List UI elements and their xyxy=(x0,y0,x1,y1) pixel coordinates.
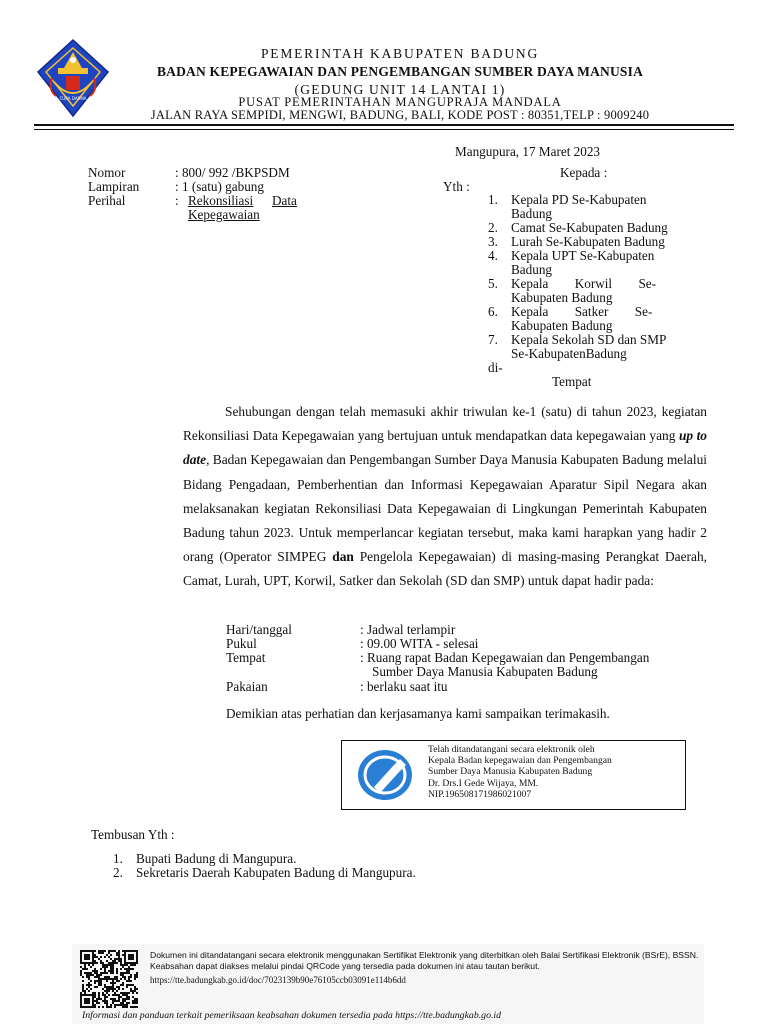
schedule-value-date: : Jadwal terlampir xyxy=(360,622,456,637)
recipient-line: Kepala PD Se-Kabupaten xyxy=(511,192,647,207)
header-line-government: PEMERINTAH KABUPATEN BADUNG xyxy=(260,46,540,61)
recipient-line: Kepala Satker Se- xyxy=(511,304,653,319)
footer-verification xyxy=(72,944,704,1024)
recipient-item xyxy=(488,305,698,333)
badung-regency-logo xyxy=(36,38,110,118)
recipient-number: 7. xyxy=(488,332,498,347)
signature-line-1: Telah ditandatangani secara elektronik oleh xyxy=(428,744,595,755)
tembusan-title: Tembusan Yth : xyxy=(91,827,175,842)
recipient-item xyxy=(488,235,698,249)
logo-motto: CURA DARMA xyxy=(59,96,87,101)
recipient-list xyxy=(488,193,698,361)
footer-notice-text: Dokumen ini ditandatangani secara elektronik menggunakan Sertifikat Elektronik yang diterbitkan oleh Balai Sertifikasi Elektronik (BSrE), BSSN. Keabsahan dapat diakses melalui pindai QRCode yang tersedia pada dokumen ini atau tautan berikut. xyxy=(150,950,699,971)
signature-line-2: Kepala Badan kepegawaian dan Pengembangan xyxy=(428,755,612,767)
tembusan-item-1: Bupati Badung di Mangupura. xyxy=(136,851,297,866)
tembusan-item-2: Sekretaris Daerah Kabupaten Badung di Mangupura. xyxy=(136,865,416,880)
recipient-line: Kepala Korwil Se- xyxy=(511,276,657,291)
recipient-item xyxy=(488,221,698,235)
recipient-number: 4. xyxy=(488,248,498,263)
di-label: di- xyxy=(488,360,503,375)
recipient-number: 6. xyxy=(488,304,498,319)
electronic-signature-box xyxy=(341,740,686,810)
recipient-line: Badung xyxy=(511,262,553,277)
kepada-label: Kepada : xyxy=(560,165,608,180)
perihal-value-word1: Rekonsiliasi xyxy=(188,193,254,208)
body-text-1: Sehubungan dengan telah memasuki akhir triwulan ke-1 (satu) di tahun 2023, kegiatan Rekonsiliasi Data Kepegawaian yang bertujuan untuk mendapatkan data kepegawaian yang xyxy=(183,404,707,444)
recipient-line: Camat Se-Kabupaten Badung xyxy=(511,220,668,235)
schedule-value-attire: : berlaku saat itu xyxy=(360,679,448,694)
recipient-line: Kepala Sekolah SD dan SMP xyxy=(511,332,667,347)
schedule-value-place-cont: Sumber Daya Manusia Kabupaten Badung xyxy=(372,664,598,679)
schedule-label-date: Hari/tanggal xyxy=(226,622,292,637)
body-bold-dan: dan xyxy=(332,549,354,565)
recipient-item xyxy=(488,249,698,277)
perihal-value-line2: Kepegawaian xyxy=(188,207,260,222)
schedule-label-place: Tempat xyxy=(226,650,266,665)
recipient-line: Kepala UPT Se-Kabupaten xyxy=(511,248,655,263)
recipient-line: Kabupaten Badung xyxy=(511,290,613,305)
signer-nip: NIP.196508171986021007 xyxy=(428,788,532,800)
recipient-line: Lurah Se-Kabupaten Badung xyxy=(511,234,665,249)
body-text-2: , Badan Kepegawaian dan Pengembangan Sumber Daya Manusia Kabupaten Badung melalui Bidang Pengadaan, Pemberhentian dan Informasi Kepegawaian Aparatur Sipil Negara akan melaksanakan kegiatan Rekonsiliasi Data Kepegawaian di Lingkungan Pemerintah Kabupaten Badung tahun 2023. Untuk memperlancar kegiatan tersebut, maka kami harapkan yang hadir 2 orang (Operator SIMPEG xyxy=(183,452,707,565)
signer-name: Dr. Drs.I Gede Wijaya, MM. xyxy=(428,777,539,789)
tempat-label: Tempat xyxy=(552,374,592,389)
recipient-item xyxy=(488,277,698,305)
recipient-line: Badung xyxy=(511,206,553,221)
schedule-label-attire: Pakaian xyxy=(226,679,268,694)
schedule-label-time: Pukul xyxy=(226,636,257,651)
nomor-value: : 800/ 992 /BKPSDM xyxy=(175,165,290,180)
recipient-number: 5. xyxy=(488,276,498,291)
recipient-line: Se-KabupatenBadung xyxy=(511,346,627,361)
tembusan-num-1: 1. xyxy=(113,851,123,866)
header-line-center: PUSAT PEMERINTAHAN MANGUPRAJA MANDALA xyxy=(238,95,562,109)
header-line-agency: BADAN KEPEGAWAIAN DAN PENGEMBANGAN SUMBER DAYA MANUSIA xyxy=(156,64,644,79)
signature-pen-icon xyxy=(356,747,414,803)
tembusan-num-2: 2. xyxy=(113,865,123,880)
recipient-line: Kabupaten Badung xyxy=(511,318,613,333)
body-emphasis-up-to-date: up to date xyxy=(183,428,707,468)
perihal-colon: : xyxy=(175,193,179,208)
body-text-3: Pengelola Kepegawaian) di masing-masing Perangkat Daerah, Camat, Lurah, UPT, Korwil, Satker dan Sekolah (SD dan SMP) untuk dapat hadir pada: xyxy=(183,549,708,589)
recipient-number: 2. xyxy=(488,220,498,235)
recipient-number: 1. xyxy=(488,192,498,207)
recipient-item xyxy=(488,333,698,361)
qr-code-icon[interactable] xyxy=(80,950,138,1008)
signature-line-3: Sumber Daya Manusia Kabupaten Badung xyxy=(428,766,593,778)
closing-sentence: Demikian atas perhatian dan kerjasamanya kami sampaikan terimakasih. xyxy=(226,706,610,721)
lampiran-label: Lampiran xyxy=(88,179,140,194)
recipient-item xyxy=(488,193,698,221)
place-date: Mangupura, 17 Maret 2023 xyxy=(455,144,601,159)
recipient-number: 3. xyxy=(488,234,498,249)
lampiran-value: : 1 (satu) gabung xyxy=(175,179,264,194)
schedule-value-place: : Ruang rapat Badan Kepegawaian dan Pengembangan xyxy=(360,650,650,665)
header-rule-thin xyxy=(34,129,734,130)
schedule-value-time: : 09.00 WITA - selesai xyxy=(360,636,479,651)
perihal-value-word2: Data xyxy=(272,193,297,208)
perihal-label: Perihal xyxy=(88,193,126,208)
yth-label: Yth : xyxy=(443,179,470,194)
body-paragraph xyxy=(183,400,707,594)
verification-link[interactable]: https://tte.badungkab.go.id/doc/7023139b90e76105ccb03091e114b6dd xyxy=(150,975,406,985)
footer-info: Informasi dan panduan terkait pemeriksaan keabsahan dokumen tersedia pada https://tte.badungkab.go.id xyxy=(82,1010,502,1021)
nomor-label: Nomor xyxy=(88,165,126,180)
header-line-address: JALAN RAYA SEMPIDI, MENGWI, BADUNG, BALI, KODE POST : 80351,TELP : 9009240 xyxy=(150,108,650,122)
signature-text xyxy=(428,744,678,800)
header-rule-thick xyxy=(34,124,734,126)
header-line-building: (GEDUNG UNIT 14 LANTAI 1) xyxy=(294,82,506,97)
footer-notice xyxy=(150,950,700,986)
